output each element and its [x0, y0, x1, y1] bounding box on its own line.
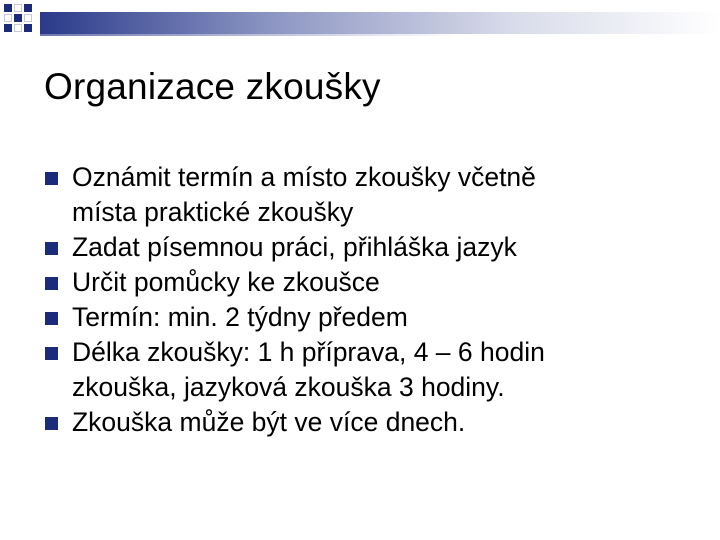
deco-square	[24, 24, 32, 32]
bullet-item	[72, 405, 702, 440]
bullet-list	[72, 160, 702, 440]
header-gradient-bar	[40, 12, 720, 34]
deco-square	[14, 14, 22, 22]
deco-square	[4, 24, 12, 32]
bullet-text: Zkouška může být ve více dnech.	[72, 407, 466, 437]
bullet-item	[72, 300, 702, 335]
bullet-text: Oznámit termín a místo zkoušky včetně místa praktické zkoušky	[72, 162, 536, 227]
bullet-text: Určit pomůcky ke zkoušce	[72, 267, 380, 297]
deco-square	[4, 4, 12, 12]
header-gradient-line	[40, 34, 460, 36]
square-bullet-icon	[45, 347, 58, 360]
bullet-item	[72, 230, 702, 265]
bullet-item	[72, 160, 702, 230]
deco-square	[14, 24, 22, 32]
deco-square	[24, 4, 32, 12]
deco-square	[24, 14, 32, 22]
bullet-item	[72, 335, 702, 405]
bullet-text: Délka zkoušky: 1 h příprava, 4 – 6 hodin zkouška, jazyková zkouška 3 hodiny.	[72, 337, 545, 402]
header-decoration	[0, 0, 720, 45]
square-bullet-icon	[45, 312, 58, 325]
deco-square	[14, 4, 22, 12]
slide-title: Organizace zkoušky	[44, 66, 381, 107]
bullet-item	[72, 265, 702, 300]
bullet-text: Zadat písemnou práci, přihláška jazyk	[72, 232, 517, 262]
bullet-text: Termín: min. 2 týdny předem	[72, 302, 408, 332]
deco-square	[4, 14, 12, 22]
square-bullet-icon	[45, 277, 58, 290]
square-bullet-icon	[45, 417, 58, 430]
square-bullet-icon	[45, 242, 58, 255]
square-bullet-icon	[45, 172, 58, 185]
